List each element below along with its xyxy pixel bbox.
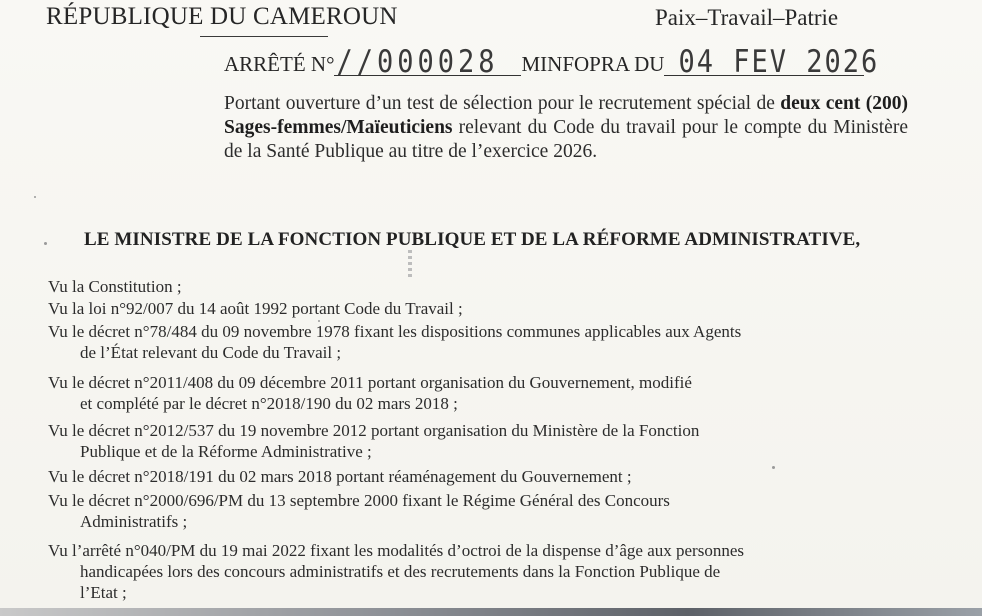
country-title: RÉPUBLIQUE DU CAMEROUN <box>46 3 398 30</box>
subtitle-part1: Portant ouverture d’un test de sélection pour le recrutement spécial de <box>224 93 775 114</box>
vu-item <box>48 321 741 363</box>
vu-item <box>48 420 699 462</box>
scan-speck <box>772 466 775 469</box>
vu-line-continued: l’Etat ; <box>80 583 127 602</box>
scan-speck <box>44 242 47 245</box>
vu-line: Vu la Constitution ; <box>48 277 182 296</box>
title-underline <box>200 36 328 37</box>
vu-line: Vu la loi n°92/007 du 14 août 1992 portant Code du Travail ; <box>48 299 463 318</box>
vu-item <box>48 540 744 603</box>
scan-bottom-edge <box>0 608 982 616</box>
vu-item <box>48 372 692 414</box>
vu-line-continued: Publique et de la Réforme Administrative ; <box>80 442 372 461</box>
scan-speck <box>34 196 36 198</box>
arrete-label: ARRÊTÉ N° <box>224 52 335 76</box>
minister-heading: LE MINISTRE DE LA FONCTION PUBLIQUE ET DE LA RÉFORME ADMINISTRATIVE, <box>84 229 861 250</box>
subtitle-bold: deux cent (200) Sages-femmes/Maïeuticiens <box>224 93 909 138</box>
vu-line: Vu le décret n°78/484 du 09 novembre 1978 fixant les dispositions communes applicables aux Agents <box>48 322 742 341</box>
vu-line-continued: et complété par le décret n°2018/190 du 02 mars 2018 ; <box>80 394 458 413</box>
vu-line: Vu le décret n°2012/537 du 19 novembre 2012 portant organisation du Ministère de la Fonction <box>48 421 700 440</box>
vu-line: Vu le décret n°2011/408 du 09 décembre 2011 portant organisation du Gouvernement, modifié <box>48 373 692 392</box>
arrete-number-field <box>334 44 521 81</box>
vu-item <box>48 466 632 487</box>
vu-line-continued: Administratifs ; <box>80 512 188 531</box>
vu-item <box>48 490 670 532</box>
vu-line: Vu le décret n°2000/696/PM du 13 septembre 2000 fixant le Régime Général des Concours <box>48 491 670 510</box>
arrete-reference <box>224 44 880 81</box>
vu-line: Vu le décret n°2018/191 du 02 mars 2018 portant réaménagement du Gouvernement ; <box>48 467 632 486</box>
arrete-number-stamp: //000028 <box>336 44 499 81</box>
arrete-subtitle <box>224 92 908 164</box>
scan-fold-mark <box>408 250 412 280</box>
vu-line-continued: de l’État relevant du Code du Travail ; <box>80 343 342 362</box>
vu-item <box>48 298 463 319</box>
vu-item <box>48 276 182 297</box>
vu-line-continued: handicapées lors des concours administratifs et des recrutements dans la Fonction Publique de <box>80 562 721 581</box>
arrete-date-field <box>664 44 880 81</box>
vu-line: Vu l’arrêté n°040/PM du 19 mai 2022 fixant les modalités d’octroi de la dispense d’âge aux personnes <box>48 541 744 560</box>
arrete-date-stamp: 04 FEV 2026 <box>678 44 880 81</box>
scan-speck <box>318 320 320 322</box>
subtitle-part2: relevant du Code du travail pour le compte du Ministère de la Santé Publique au titre de l’exercice 2026. <box>224 117 908 162</box>
ministry-label: MINFOPRA DU <box>521 52 665 76</box>
national-motto: Paix–Travail–Patrie <box>655 5 839 30</box>
